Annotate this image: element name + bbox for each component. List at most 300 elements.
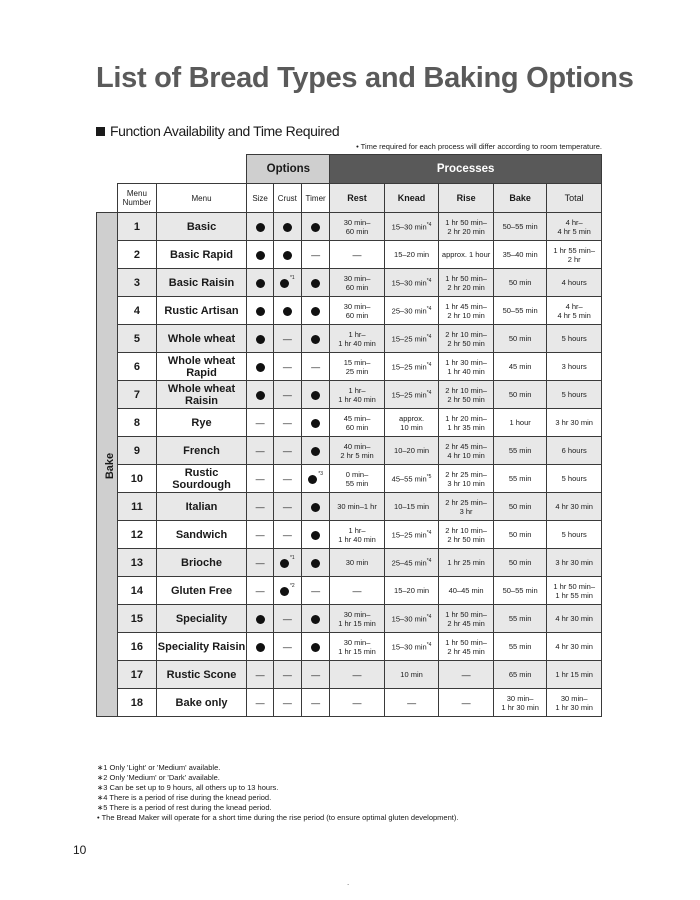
menu-number: 3 [118, 269, 156, 297]
available-dot-icon [283, 251, 292, 260]
rest-value: 30 min– 60 min [343, 273, 371, 292]
available-dot-icon [311, 531, 320, 540]
bake-time [493, 325, 547, 353]
section-heading [96, 123, 339, 139]
crust-cell [273, 521, 301, 549]
menu-name: Basic Rapid [156, 241, 247, 269]
knead-time [384, 381, 439, 409]
crust-cell [273, 325, 301, 353]
table-body [97, 213, 602, 717]
size-cell [247, 605, 273, 633]
rest-time [330, 297, 385, 325]
not-available: — [255, 529, 265, 540]
rise-time [439, 661, 494, 689]
timer-cell [301, 493, 329, 521]
bake-time [493, 297, 547, 325]
not-available: — [282, 361, 292, 372]
table-row [97, 549, 602, 577]
category-label: Bake [104, 452, 117, 479]
menu-name: Italian [156, 493, 247, 521]
timer-cell [301, 465, 329, 493]
knead-value: 15–25 min [391, 390, 427, 400]
available-dot-icon [311, 559, 320, 568]
not-available: — [282, 389, 292, 400]
not-available: — [311, 669, 321, 680]
table-row [97, 633, 602, 661]
timer-cell [301, 521, 329, 549]
rise-value: 2 hr 10 min– 2 hr 50 min [445, 329, 487, 348]
crust-cell [273, 549, 301, 577]
options-group-header: Options [247, 155, 330, 184]
square-bullet-icon [96, 127, 105, 136]
knead-time [384, 213, 439, 241]
not-available: — [255, 697, 265, 708]
note-marker: *4 [426, 390, 432, 397]
rise-time [439, 325, 494, 353]
table-row [97, 409, 602, 437]
note-marker: *5 [426, 474, 432, 481]
knead-time [384, 605, 439, 633]
crust-cell [273, 269, 301, 297]
not-available: — [282, 333, 292, 344]
bake-time [493, 689, 547, 717]
timer-cell [301, 633, 329, 661]
rise-time [439, 493, 494, 521]
bake-value: 55 min [508, 642, 532, 651]
total-value: 3 hr 30 min [555, 418, 593, 427]
note-marker: *4 [426, 222, 432, 229]
available-dot-icon [283, 307, 292, 316]
rest-value: 30 min–1 hr [337, 502, 377, 511]
knead-value: 45–55 min [391, 474, 427, 484]
col-menu-number: Menu Number [118, 184, 156, 213]
timer-cell [301, 381, 329, 409]
menu-name: Sandwich [156, 521, 247, 549]
bread-types-table [96, 154, 602, 717]
bake-value: 50–55 min [502, 222, 538, 231]
rise-time [439, 409, 494, 437]
table-row [97, 381, 602, 409]
bake-value: 45 min [508, 362, 532, 371]
total-value: 4 hours [561, 278, 587, 287]
available-dot-icon [311, 335, 320, 344]
rest-value: 45 min– 60 min [343, 413, 371, 432]
rest-time [330, 577, 385, 605]
table-row [97, 661, 602, 689]
not-available: — [311, 697, 321, 708]
bake-time [493, 633, 547, 661]
available-dot-icon [311, 643, 320, 652]
bake-value: 50 min [508, 278, 532, 287]
rest-value: 30 min– 60 min [343, 217, 371, 236]
bake-time [493, 269, 547, 297]
knead-value: 15–30 min [391, 614, 427, 624]
menu-number: 1 [118, 213, 156, 241]
rest-value: 30 min– 1 hr 15 min [338, 637, 376, 656]
knead-time [384, 297, 439, 325]
bake-time [493, 409, 547, 437]
total-value: 3 hours [561, 362, 587, 371]
menu-name: Brioche [156, 549, 247, 577]
size-cell [247, 689, 273, 717]
menu-number: 7 [118, 381, 156, 409]
menu-number: 4 [118, 297, 156, 325]
rest-time [330, 689, 385, 717]
total-time [547, 549, 602, 577]
total-value: 4 hr 30 min [555, 502, 593, 511]
not-available: — [282, 669, 292, 680]
note-marker: *4 [426, 306, 432, 313]
rise-value: 1 hr 50 min– 2 hr 20 min [445, 217, 487, 236]
not-available: — [255, 669, 265, 680]
crust-cell [273, 213, 301, 241]
col-total: Total [547, 184, 602, 213]
knead-value: 15–30 min [391, 642, 427, 652]
note-marker: *2 [289, 583, 295, 590]
available-dot-icon [256, 335, 265, 344]
rise-value: 1 hr 45 min– 2 hr 10 min [445, 301, 487, 320]
note-marker: *4 [426, 362, 432, 369]
rise-value: approx. 1 hour [441, 250, 491, 259]
section-title: Function Availability and Time Required [110, 123, 340, 139]
crust-cell [273, 409, 301, 437]
not-available: — [282, 697, 292, 708]
rest-time [330, 241, 385, 269]
bake-time [493, 577, 547, 605]
timer-cell [301, 577, 329, 605]
rest-value: 1 hr– 1 hr 40 min [338, 385, 376, 404]
bake-value: 65 min [508, 670, 532, 679]
size-cell [247, 465, 273, 493]
crust-cell [273, 353, 301, 381]
menu-name: Whole wheat [156, 325, 247, 353]
bake-time [493, 213, 547, 241]
size-cell [247, 409, 273, 437]
bake-value: 55 min [508, 474, 532, 483]
available-dot-icon [280, 587, 289, 596]
available-dot-icon [256, 391, 265, 400]
total-time [547, 297, 602, 325]
rest-time [330, 269, 385, 297]
rise-time [439, 689, 494, 717]
knead-time [384, 437, 439, 465]
note-marker: *4 [426, 334, 432, 341]
total-value: 4 hr 30 min [555, 614, 593, 623]
total-value: 6 hours [561, 446, 587, 455]
rise-time [439, 241, 494, 269]
total-value: 1 hr 50 min– 1 hr 55 min [553, 581, 596, 600]
col-crust: Crust [273, 184, 301, 213]
bake-value: 50 min [508, 390, 532, 399]
not-available: — [311, 585, 321, 596]
not-available: — [282, 641, 292, 652]
bake-value: 50 min [508, 334, 532, 343]
menu-name: Whole wheat Raisin [156, 381, 247, 409]
rest-value: 1 hr– 1 hr 40 min [338, 525, 376, 544]
available-dot-icon [280, 279, 289, 288]
rest-value: — [352, 585, 362, 596]
rest-time [330, 437, 385, 465]
crust-cell [273, 577, 301, 605]
knead-time [384, 577, 439, 605]
rise-value: 1 hr 25 min [447, 558, 485, 567]
not-available: — [282, 613, 292, 624]
rise-time [439, 633, 494, 661]
menu-name: Bake only [156, 689, 247, 717]
rise-time [439, 577, 494, 605]
table-row [97, 297, 602, 325]
available-dot-icon [308, 475, 317, 484]
timer-cell [301, 297, 329, 325]
footnotes [97, 763, 458, 823]
note-marker: *4 [426, 530, 432, 537]
total-value: 4 hr– 4 hr 5 min [557, 301, 591, 320]
available-dot-icon [256, 251, 265, 260]
note-marker: *4 [426, 642, 432, 649]
size-cell [247, 577, 273, 605]
not-available: — [282, 417, 292, 428]
rest-value: — [352, 669, 362, 680]
table-row [97, 213, 602, 241]
menu-name: Rustic Sourdough [156, 465, 247, 493]
timer-cell [301, 353, 329, 381]
rest-time [330, 353, 385, 381]
total-value: 5 hours [561, 530, 587, 539]
rise-time [439, 381, 494, 409]
available-dot-icon [311, 391, 320, 400]
note-marker: *4 [426, 278, 432, 285]
total-time [547, 353, 602, 381]
rise-value: 1 hr 50 min– 2 hr 45 min [445, 637, 487, 656]
crust-cell [273, 605, 301, 633]
bake-time [493, 381, 547, 409]
col-bake: Bake [493, 184, 547, 213]
rest-value: 30 min– 1 hr 15 min [338, 609, 376, 628]
menu-number: 12 [118, 521, 156, 549]
rest-value: — [352, 249, 362, 260]
knead-time [384, 493, 439, 521]
size-cell [247, 325, 273, 353]
available-dot-icon [311, 447, 320, 456]
bake-value: 35–40 min [502, 250, 538, 259]
menu-number: 13 [118, 549, 156, 577]
available-dot-icon [311, 223, 320, 232]
rise-value: 2 hr 25 min– 3 hr 10 min [445, 469, 487, 488]
bake-value: 1 hour [509, 418, 531, 427]
crust-cell [273, 241, 301, 269]
timer-cell [301, 689, 329, 717]
rise-time [439, 549, 494, 577]
crust-cell [273, 381, 301, 409]
knead-value: 15–25 min [391, 530, 427, 540]
rise-value: 40–45 min [448, 586, 484, 595]
total-time [547, 465, 602, 493]
col-knead: Knead [384, 184, 439, 213]
bake-time [493, 605, 547, 633]
rest-value: 15 min– 25 min [343, 357, 371, 376]
crust-cell [273, 633, 301, 661]
menu-number: 2 [118, 241, 156, 269]
not-available: — [282, 501, 292, 512]
total-time [547, 437, 602, 465]
not-available: — [282, 445, 292, 456]
table-row [97, 353, 602, 381]
table-row [97, 437, 602, 465]
not-available: — [255, 417, 265, 428]
rise-time [439, 521, 494, 549]
rest-value: 30 min– 60 min [343, 301, 371, 320]
not-available: — [282, 529, 292, 540]
menu-name: Rustic Scone [156, 661, 247, 689]
total-value: 1 hr 55 min– 2 hr [553, 245, 596, 264]
rise-value: 1 hr 50 min– 2 hr 20 min [445, 273, 487, 292]
knead-time [384, 661, 439, 689]
col-timer: Timer [301, 184, 329, 213]
col-rest: Rest [330, 184, 385, 213]
menu-name: Gluten Free [156, 577, 247, 605]
page-title: List of Bread Types and Baking Options [96, 62, 634, 94]
col-rise: Rise [439, 184, 494, 213]
total-value: 3 hr 30 min [555, 558, 593, 567]
bake-time [493, 661, 547, 689]
table-row [97, 689, 602, 717]
total-time [547, 325, 602, 353]
rise-time [439, 213, 494, 241]
not-available: — [255, 445, 265, 456]
not-available: — [282, 473, 292, 484]
rest-time [330, 661, 385, 689]
bake-value: 55 min [508, 614, 532, 623]
available-dot-icon [256, 363, 265, 372]
menu-number: 18 [118, 689, 156, 717]
footnote: ∗5 There is a period of rest during the knead period. [97, 803, 272, 812]
note-marker: *1 [289, 555, 295, 562]
knead-time [384, 549, 439, 577]
menu-name: Basic Raisin [156, 269, 247, 297]
table-row [97, 269, 602, 297]
total-time [547, 605, 602, 633]
table-row [97, 521, 602, 549]
bake-time [493, 241, 547, 269]
note-marker: *3 [318, 471, 323, 478]
bake-value: 50–55 min [502, 586, 538, 595]
available-dot-icon [311, 615, 320, 624]
timer-cell [301, 437, 329, 465]
bake-value: 30 min– 1 hr 30 min [501, 693, 539, 712]
available-dot-icon [311, 419, 320, 428]
table-row [97, 577, 602, 605]
knead-value: 25–30 min [391, 306, 427, 316]
rise-time [439, 605, 494, 633]
rise-value: 1 hr 50 min– 2 hr 45 min [445, 609, 487, 628]
crust-cell [273, 689, 301, 717]
menu-name: Speciality [156, 605, 247, 633]
bottom-mark: . [347, 878, 350, 887]
knead-time [384, 353, 439, 381]
timer-cell [301, 213, 329, 241]
menu-name: Basic [156, 213, 247, 241]
total-time [547, 213, 602, 241]
category-cell [97, 213, 118, 717]
note-marker: *4 [426, 558, 432, 565]
bake-time [493, 437, 547, 465]
menu-name: Rustic Artisan [156, 297, 247, 325]
total-value: 4 hr– 4 hr 5 min [557, 217, 591, 236]
crust-cell [273, 437, 301, 465]
knead-time [384, 465, 439, 493]
knead-value: 10 min [400, 670, 423, 679]
menu-number: 15 [118, 605, 156, 633]
not-available: — [255, 473, 265, 484]
table-row [97, 241, 602, 269]
rest-value: 0 min– 55 min [345, 469, 369, 488]
menu-name: Whole wheat Rapid [156, 353, 247, 381]
knead-time [384, 241, 439, 269]
total-time [547, 661, 602, 689]
size-cell [247, 437, 273, 465]
not-available: — [255, 501, 265, 512]
timer-cell [301, 241, 329, 269]
size-cell [247, 213, 273, 241]
available-dot-icon [256, 223, 265, 232]
rise-time [439, 353, 494, 381]
menu-number: 8 [118, 409, 156, 437]
size-cell [247, 381, 273, 409]
available-dot-icon [256, 279, 265, 288]
rise-time [439, 297, 494, 325]
size-cell [247, 493, 273, 521]
menu-number: 9 [118, 437, 156, 465]
bake-value: 50–55 min [502, 306, 538, 315]
timer-cell [301, 325, 329, 353]
knead-value: 15–25 min [391, 334, 427, 344]
crust-cell [273, 493, 301, 521]
table-row [97, 493, 602, 521]
footnote: ∗1 Only 'Light' or 'Medium' available. [97, 763, 221, 772]
available-dot-icon [283, 223, 292, 232]
bake-value: 50 min [508, 530, 532, 539]
size-cell [247, 297, 273, 325]
timer-cell [301, 409, 329, 437]
total-value: 5 hours [561, 474, 587, 483]
knead-time [384, 633, 439, 661]
rise-value: 1 hr 30 min– 1 hr 40 min [445, 357, 487, 376]
table-row [97, 465, 602, 493]
rise-value: — [461, 697, 471, 708]
knead-value: 15–20 min [394, 586, 430, 595]
not-available: — [255, 557, 265, 568]
rest-time [330, 633, 385, 661]
table-row [97, 325, 602, 353]
menu-number: 5 [118, 325, 156, 353]
available-dot-icon [311, 503, 320, 512]
menu-number: 17 [118, 661, 156, 689]
timer-cell [301, 269, 329, 297]
rise-value: 2 hr 25 min– 3 hr [445, 497, 487, 516]
rise-value: 2 hr 10 min– 2 hr 50 min [445, 385, 487, 404]
total-value: 4 hr 30 min [555, 642, 593, 651]
available-dot-icon [311, 307, 320, 316]
note-marker: *1 [289, 275, 295, 282]
rest-time [330, 409, 385, 437]
total-time [547, 381, 602, 409]
rest-time [330, 325, 385, 353]
bake-value: 55 min [508, 446, 532, 455]
rest-time [330, 549, 385, 577]
footnote: ∗4 There is a period of rise during the knead period. [97, 793, 272, 802]
size-cell [247, 521, 273, 549]
not-available: — [311, 361, 321, 372]
